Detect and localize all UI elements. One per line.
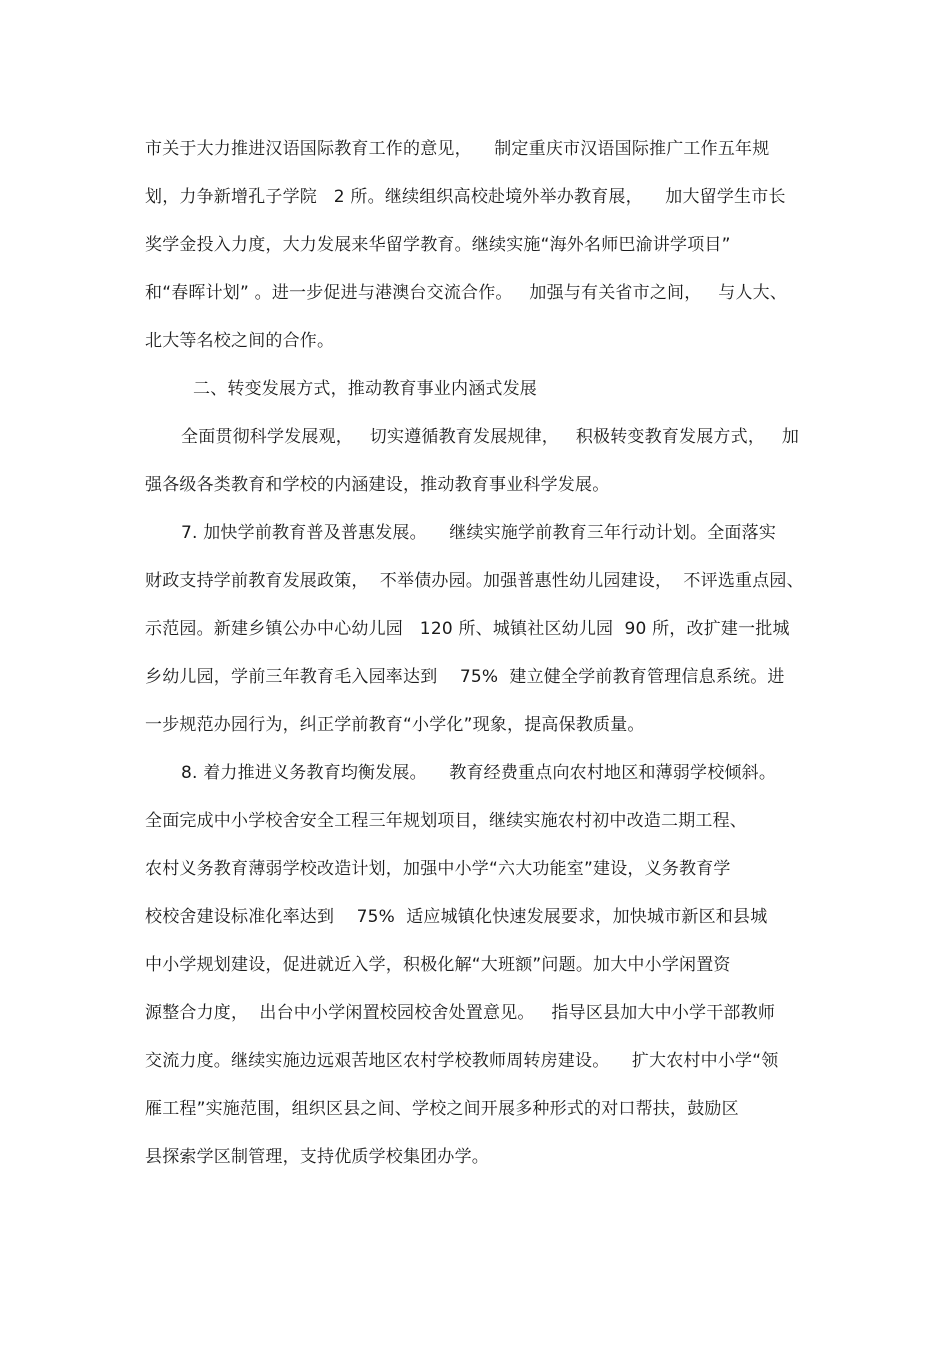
text-line: 县探索学区制管理，支持优质学校集团办学。: [145, 1147, 489, 1167]
numbered-item-heading: 7. 加快学前教育普及普惠发展。 继续实施学前教育三年行动计划。全面落实: [181, 523, 777, 543]
text-line: 划，力争新增孔子学院 2 所。继续组织高校赴境外举办教育展， 加大留学生市长: [145, 187, 786, 207]
text-line: 全面完成中小学校舍安全工程三年规划项目，继续实施农村初中改造二期工程、: [145, 811, 747, 831]
text-line: 财政支持学前教育发展政策， 不举债办园。加强普惠性幼儿园建设， 不评选重点园、: [145, 571, 804, 591]
numbered-item-heading: 8. 着力推进义务教育均衡发展。 教育经费重点向农村地区和薄弱学校倾斜。: [181, 763, 777, 783]
text-line: 和“春晖计划” 。进一步促进与港澳台交流合作。 加强与有关省市之间， 与人大、: [145, 283, 788, 303]
text-line: 乡幼儿园，学前三年教育毛入园率达到 75% 建立健全学前教育管理信息系统。进: [145, 667, 785, 687]
text-line: 一步规范办园行为，纠正学前教育“小学化”现象，提高保教质量。: [145, 715, 645, 735]
text-line: 全面贯彻科学发展观， 切实遵循教育发展规律， 积极转变教育发展方式， 加: [181, 427, 800, 447]
text-line: 交流力度。继续实施边远艰苦地区农村学校教师周转房建设。 扩大农村中小学“领: [145, 1051, 779, 1071]
text-line: 中小学规划建设，促进就近入学，积极化解“大班额”问题。加大中小学闲置资: [145, 955, 731, 975]
text-line: 校校舍建设标准化率达到 75% 适应城镇化快速发展要求，加快城市新区和县城: [145, 907, 768, 927]
text-line: 源整合力度， 出台中小学闲置校园校舍处置意见。 指导区县加大中小学干部教师: [145, 1003, 776, 1023]
text-line: 北大等名校之间的合作。: [145, 331, 335, 351]
section-heading: 二、转变发展方式，推动教育事业内涵式发展: [193, 379, 537, 399]
text-line: 市关于大力推进汉语国际教育工作的意见， 制定重庆市汉语国际推广工作五年规: [145, 139, 770, 159]
text-line: 示范园。新建乡镇公办中心幼儿园 120 所、城镇社区幼儿园 90 所，改扩建一批城: [145, 619, 790, 639]
text-line: 雁工程”实施范围，组织区县之间、学校之间开展多种形式的对口帮扶，鼓励区: [145, 1099, 739, 1119]
text-line: 强各级各类教育和学校的内涵建设，推动教育事业科学发展。: [145, 475, 610, 495]
text-line: 奖学金投入力度，大力发展来华留学教育。继续实施“海外名师巴渝讲学项目”: [145, 235, 731, 255]
text-line: 农村义务教育薄弱学校改造计划，加强中小学“六大功能室”建设，义务教育学: [145, 859, 731, 879]
